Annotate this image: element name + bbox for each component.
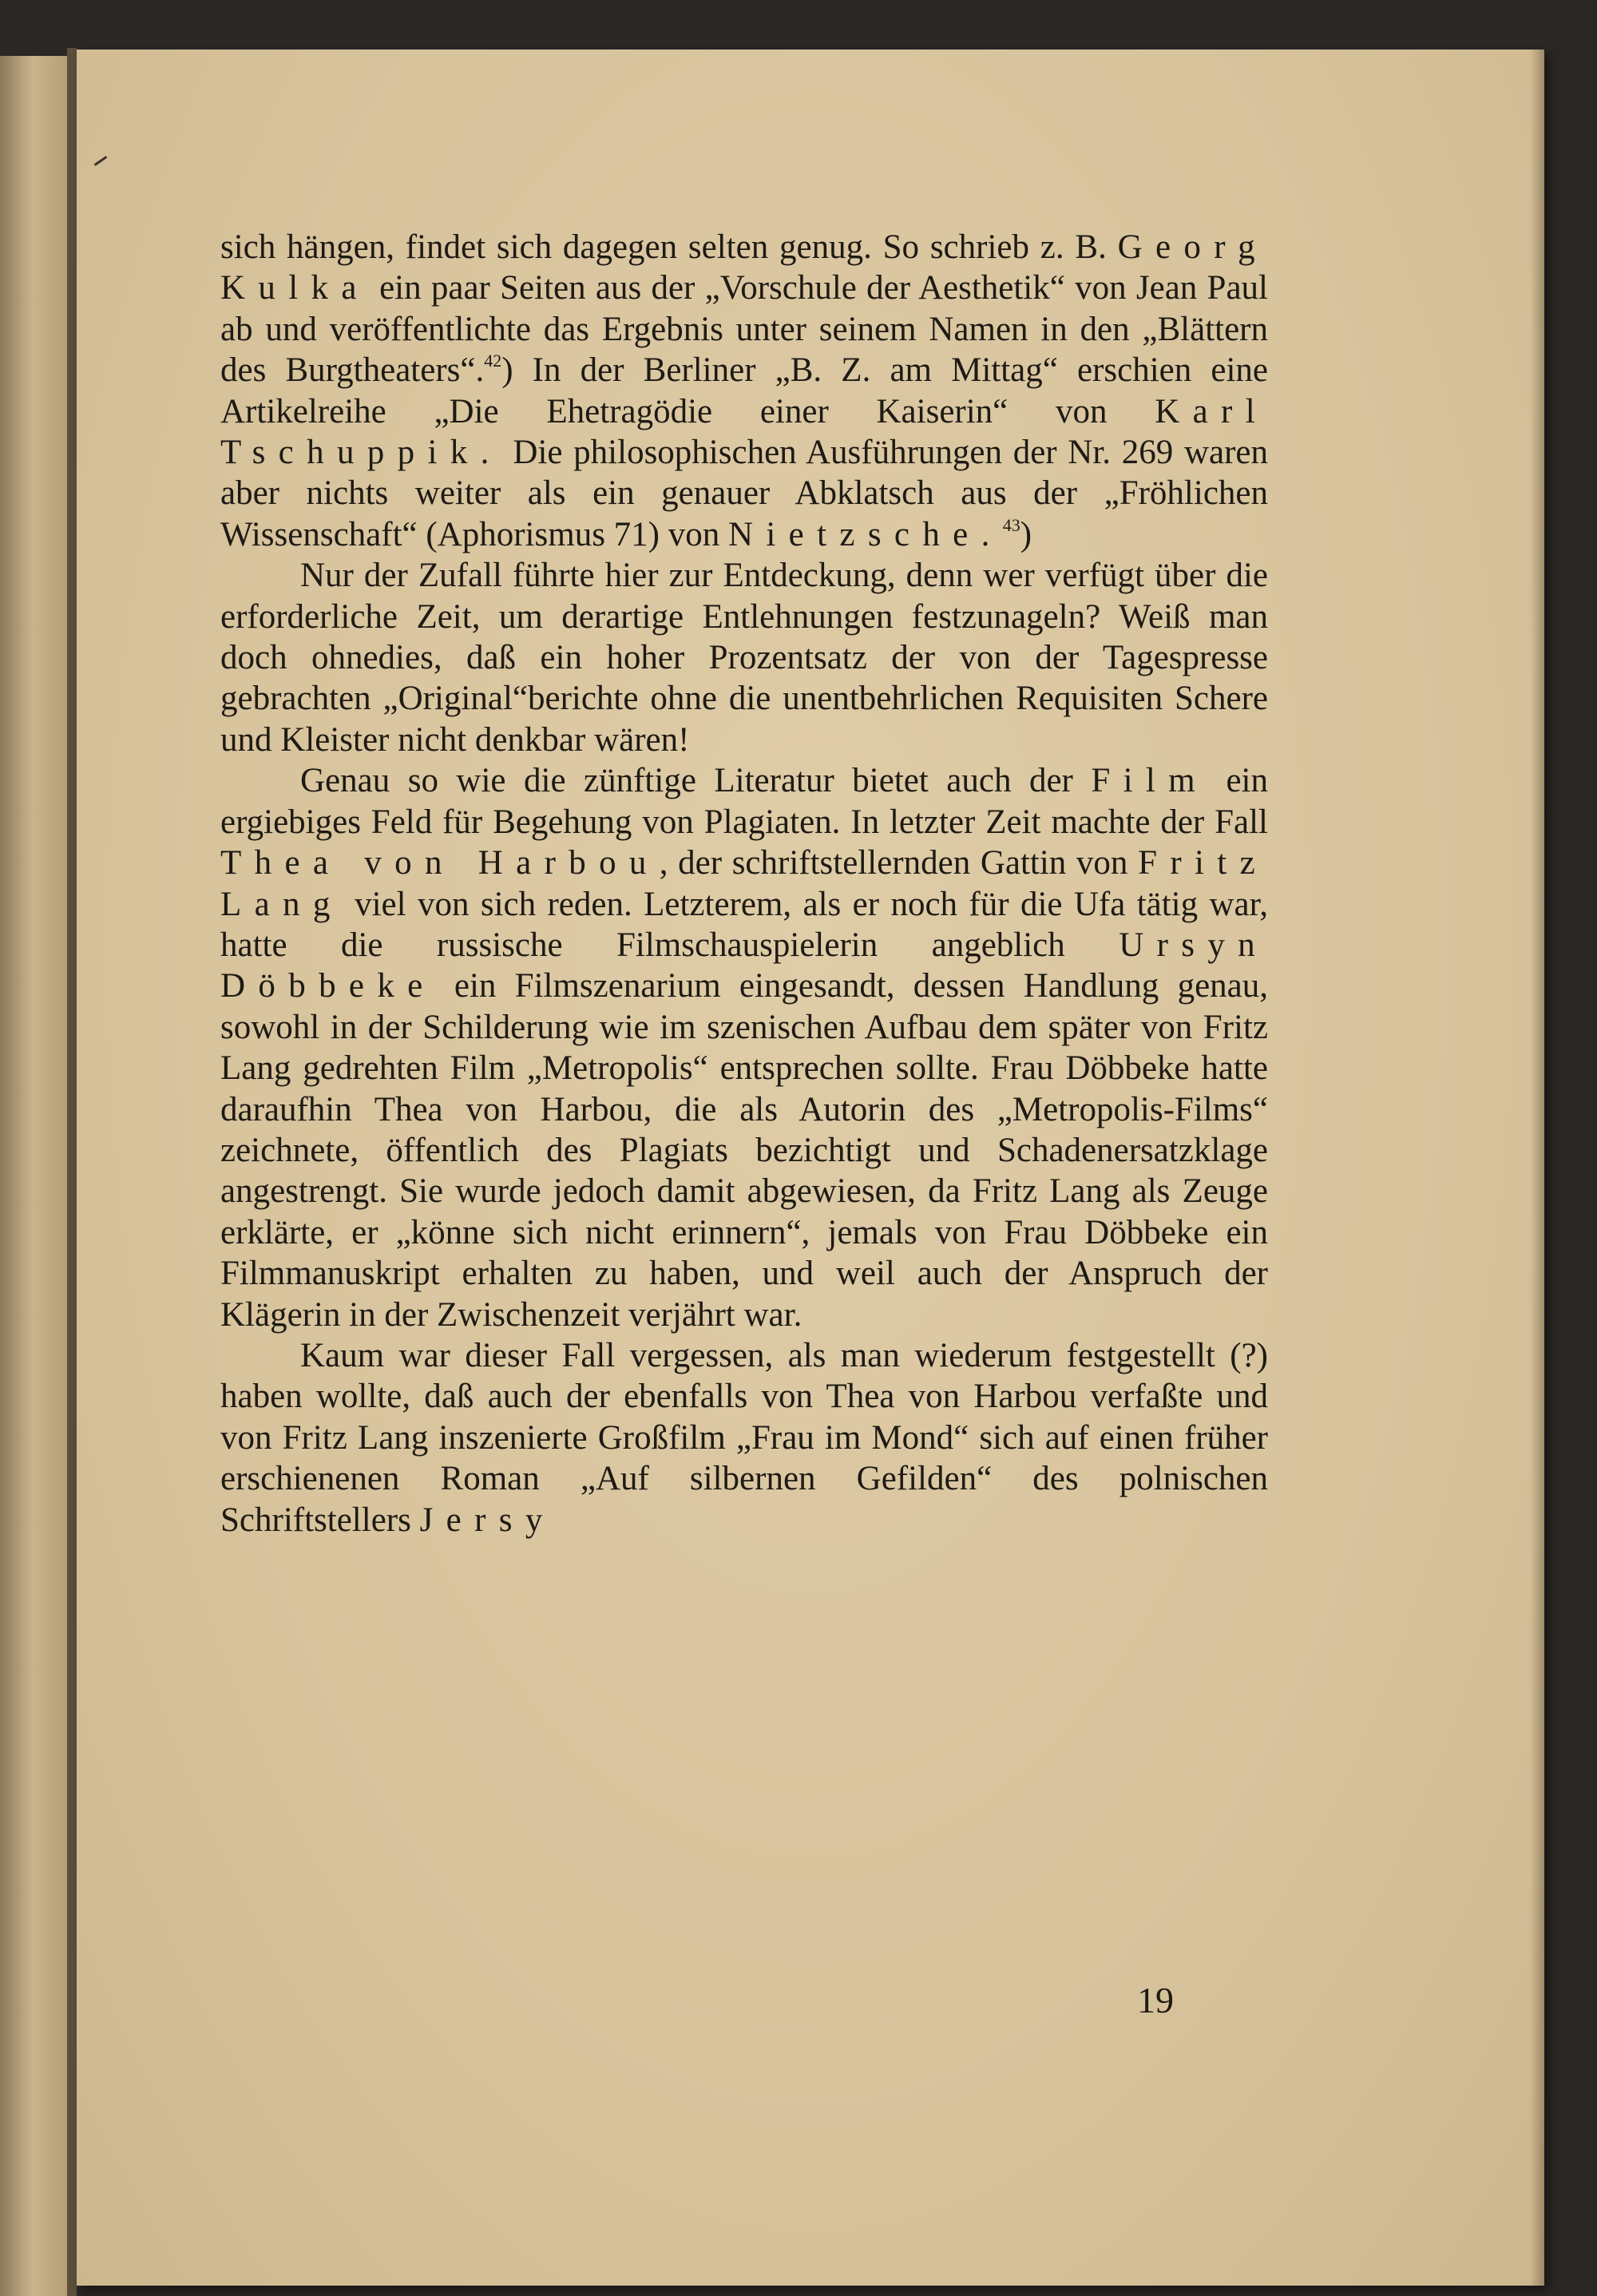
- spaced-name: Jersy: [419, 1501, 556, 1539]
- footnote-ref: 43: [1002, 514, 1020, 535]
- book-gutter: [67, 48, 77, 2296]
- spaced-name: Thea von Harbou: [220, 844, 660, 882]
- body-text: [220, 227, 1268, 1541]
- spaced-name: Nietzsche.: [728, 515, 1003, 553]
- paragraph: [220, 760, 1268, 1335]
- text-run: ein paar Seiten aus der „Vorschule der Aesthetik“ von Jean Paul ab und veröffentlichte das Ergebnis unter seinem Namen in den „Blättern des Burgtheaters“.: [220, 269, 1268, 390]
- text-run: Genau so wie die zünftige Literatur bietet auch der: [300, 762, 1092, 800]
- text-run: Nur der Zufall führte hier zur Entdeckung, denn wer verfügt über die erforderliche Zeit, um derartige Entlehnungen festzunageln? Weiß man doch ohnedies, daß ein hoher Prozentsatz der von der Tagespresse gebrachten „Original“berichte ohne die unentbehrlichen Requisiten Schere und Kleister nicht denkbar wären!: [220, 557, 1268, 759]
- text-run: Die philosophischen Ausführungen der Nr. 269 waren aber nichts weiter als ein genauer Abklatsch aus der „Fröhlichen Wissenschaft“ (Aphorismus 71) von: [220, 434, 1268, 553]
- page-edge-shadow: [1530, 50, 1544, 2286]
- page-number: 19: [1137, 1980, 1174, 2020]
- spaced-name: Georg Kulka: [220, 228, 1268, 307]
- text-run: , der schriftstellernden Gattin von: [659, 844, 1139, 882]
- text-run: ): [1020, 515, 1032, 553]
- text-run: ein ergiebiges Feld für Begehung von Plagiaten. In letzter Zeit machte der Fall: [220, 762, 1268, 841]
- spaced-name: Ursyn Döbbeke: [220, 926, 1268, 1005]
- spaced-name: Film: [1091, 762, 1208, 800]
- text-run: ) In der Berliner „B. Z. am Mittag“ erschien eine Artikelreihe „Die Ehetragödie einer Kaiserin“ von: [220, 351, 1268, 430]
- previous-page-edge: [0, 56, 72, 2296]
- paragraph: [220, 227, 1268, 555]
- text-run: Kaum war dieser Fall vergessen, als man wiederum festgestellt (?) haben wollte, daß auch der ebenfalls von Thea von Harbou verfaßte und von Fritz Lang inszenierte Großfilm „Frau im Mond“ sich auf einen früher erschienenen Roman „Auf silbernen Gefilden“ des polnischen Schriftstellers: [220, 1336, 1268, 1539]
- footnote-ref: 42: [484, 351, 502, 371]
- paragraph: [220, 555, 1268, 760]
- spaced-name: Fritz Lang: [220, 844, 1268, 923]
- paragraph: [220, 1335, 1268, 1541]
- text-run: sich hängen, findet sich dagegen selten genug. So schrieb z. B.: [220, 228, 1118, 266]
- text-run: ein Filmszenarium eingesandt, dessen Handlung genau, sowohl in der Schilderung wie im szenischen Aufbau dem später von Fritz Lang gedrehten Film „Metropolis“ entsprechen sollte. Frau Döbbeke hatte daraufhin Thea von Harbou, die als Autorin des „Metropolis-Films“ zeichnete, öffentlich des Plagiats bezichtigt und Schadenersatzklage angestrengt. Sie wurde jedoch damit abgewiesen, da Fritz Lang als Zeuge erklärte, er „könne sich nicht erinnern“, jemals von Frau Döbbeke ein Filmmanuskript erhalten zu haben, und weil auch der Anspruch der Klägerin in der Zwischenzeit verjährt war.: [220, 967, 1268, 1334]
- spaced-name: Karl Tschuppik.: [220, 392, 1268, 472]
- text-run: viel von sich reden. Letzterem, als er noch für die Ufa tätig war, hatte die russische Filmschauspielerin angeblich: [220, 885, 1268, 964]
